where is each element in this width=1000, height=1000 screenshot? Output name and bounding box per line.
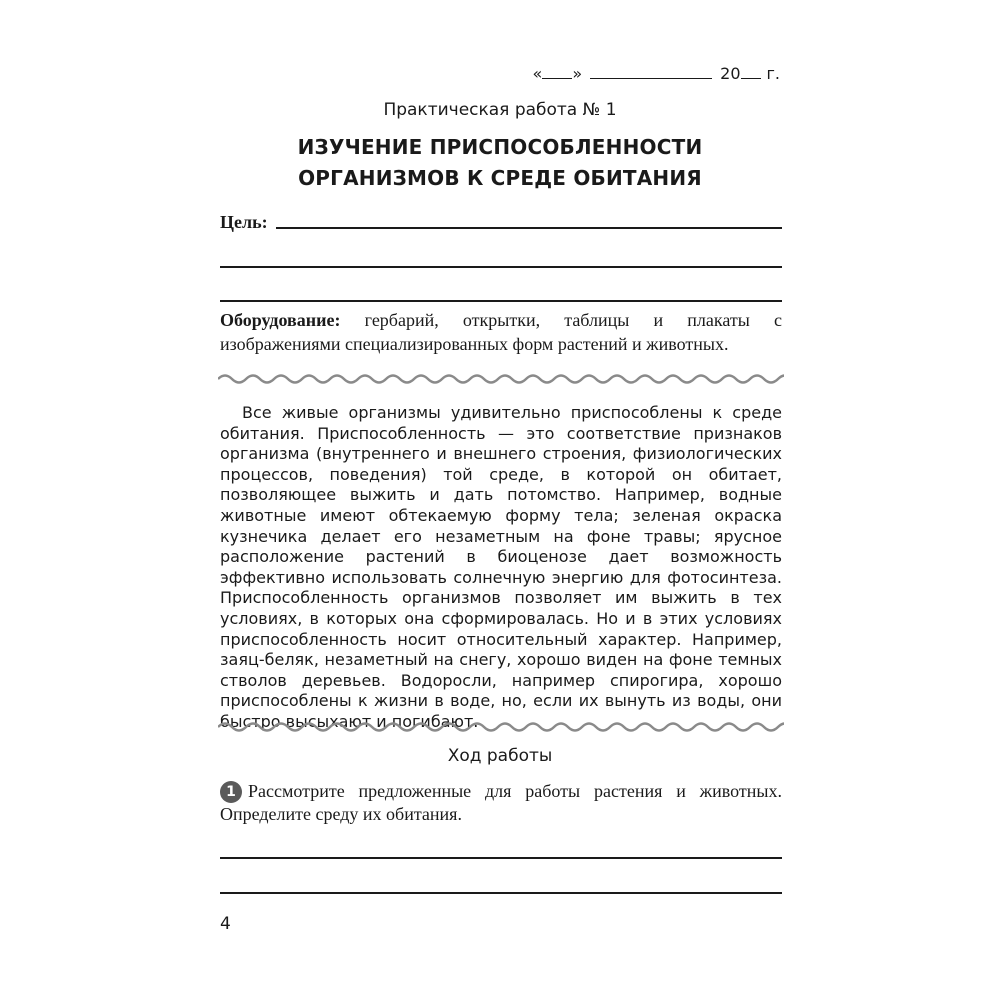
date-year-suffix: г. [766,64,780,83]
equipment-label: Оборудование: [220,310,341,330]
month-blank[interactable] [590,64,712,79]
task-answer-line-1[interactable] [220,857,782,859]
equipment-text: гербарий, открытки, таблицы и плакаты с изображениями специализированных форм растений и животных. [220,310,782,354]
intro-text [220,403,782,733]
task-answer-line-2[interactable] [220,892,782,894]
task-text: Рассмотрите предложенные для работы растения и животных. Определите среду их обитания. [220,781,782,824]
date-year-prefix: 20 [720,64,741,83]
day-blank[interactable] [542,64,572,79]
work-label: Практическая работа № 1 [383,100,617,120]
title-line-2: ОРГАНИЗМОВ К СРЕДЕ ОБИТАНИЯ [298,166,702,190]
page-number: 4 [220,914,231,934]
goal-answer-line-2[interactable] [220,266,782,268]
intro-paragraph: Все живые организмы удивительно приспособлены к среде обитания. Приспособленность — это соответствие признаков организма (внутреннего и внешнего строения, физиологических процессов, поведения) той среде, в которой он обитает, позволяющее выжить и дать потомство. Например, водные животные имеют обтекаемую форму тела; зеленая окраска кузнечика делает его незаметным на фоне травы; ярусное расположение растений в биоценозе дает возможность эффективно использовать солнечную энергию для фотосинтеза. Приспособленность организмов позволяет им выжить в тех условиях, в которых она сформировалась. Но и в этих условиях приспособленность носит относительный характер. Например, заяц-беляк, незаметный на снегу, хорошо виден на фоне темных стволов деревьев. Водоросли, например спирогира, хорошо приспособлены к жизни в воде, но, если их вынуть из воды, они быстро высыхают и погибают. [220,403,782,731]
equipment-block [220,308,782,356]
task-number-badge: 1 [220,781,242,803]
year-blank[interactable] [741,64,761,79]
goal-label: Цель: [220,212,268,232]
wavy-divider-bottom [218,720,784,734]
goal-row [220,212,782,233]
goal-answer-line[interactable] [276,227,782,229]
progress-title: Ход работы [447,746,553,766]
goal-answer-line-3[interactable] [220,300,782,302]
task-1 [220,780,782,826]
date-open-quote: « [532,64,543,83]
title-line-1: ИЗУЧЕНИЕ ПРИСПОСОБЛЕННОСТИ [297,135,703,159]
wavy-divider-top [218,372,784,386]
page-title [0,132,1000,194]
date-line [533,64,780,83]
date-close-quote: » [572,64,583,83]
